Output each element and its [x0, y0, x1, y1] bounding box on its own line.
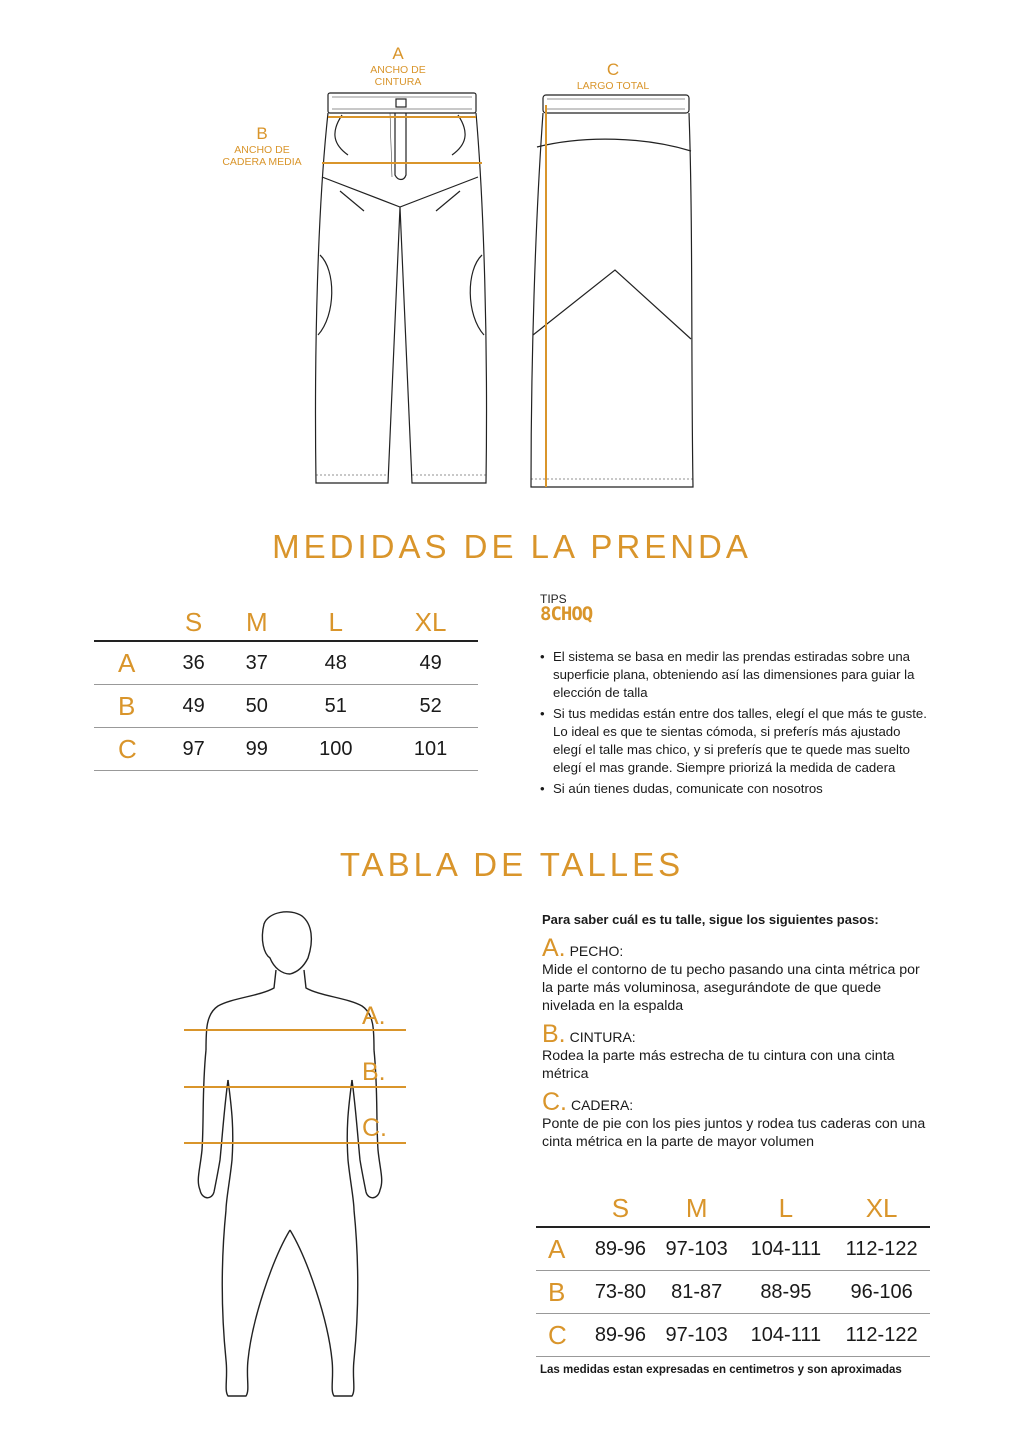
- list-item: • Si aún tienes dudas, comunicate con nosotros: [540, 781, 823, 796]
- table-cell: 101: [383, 728, 478, 771]
- size-header: XL: [833, 1184, 930, 1227]
- table-cell: 49: [383, 641, 478, 685]
- size-header: S: [162, 598, 225, 641]
- measurement-note: Las medidas estan expresadas en centimetros y son aproximadas: [540, 1364, 902, 1376]
- step-chest: A. PECHO: Mide el contorno de tu pecho pasando una cinta métrica por la parte más voluminosa, asegurándote de que quede nivelada en la espalda: [542, 934, 920, 1014]
- table-cell: 89-96: [586, 1227, 655, 1271]
- table-row: [536, 1314, 930, 1357]
- table-cell: 81-87: [655, 1271, 739, 1314]
- garment-measurements-title: MEDIDAS DE LA PRENDA: [272, 528, 752, 565]
- body-label-a: A.: [362, 1002, 386, 1030]
- table-row: [94, 641, 478, 685]
- table-cell: 89-96: [586, 1314, 655, 1357]
- table-cell: 112-122: [833, 1227, 930, 1271]
- size-header: L: [739, 1184, 834, 1227]
- row-label: A: [536, 1227, 586, 1271]
- table-row: [94, 685, 478, 728]
- human-body-outline: [180, 910, 410, 1410]
- garment-size-table: [94, 598, 478, 771]
- tips-list: [540, 648, 930, 801]
- table-cell: 37: [225, 641, 288, 685]
- size-chart-title: TABLA DE TALLES: [339, 846, 685, 883]
- table-row: [94, 728, 478, 771]
- table-cell: 48: [288, 641, 383, 685]
- table-cell: 97-103: [655, 1227, 739, 1271]
- row-label: B: [536, 1271, 586, 1314]
- row-label: A: [94, 641, 162, 685]
- step-hip: C. CADERA: Ponte de pie con los pies juntos y rodea tus caderas con una cinta métrica en la parte de mayor volumen: [542, 1088, 926, 1150]
- row-label: C: [94, 728, 162, 771]
- table-cell: 73-80: [586, 1271, 655, 1314]
- table-cell: 88-95: [739, 1271, 834, 1314]
- size-header: M: [655, 1184, 739, 1227]
- table-cell: 96-106: [833, 1271, 930, 1314]
- table-cell: 49: [162, 685, 225, 728]
- pants-front-illustration: [300, 85, 500, 495]
- row-label: C: [536, 1314, 586, 1357]
- table-cell: 99: [225, 728, 288, 771]
- row-label: B: [94, 685, 162, 728]
- table-cell: 52: [383, 685, 478, 728]
- list-item: • El sistema se basa en medir las prendas estiradas sobre una superficie plana, obteniendo así las dimensiones para guiar la elección de talla: [540, 649, 915, 700]
- table-cell: 50: [225, 685, 288, 728]
- label-c-total-length: C LARGO TOTAL: [576, 60, 650, 92]
- table-cell: 100: [288, 728, 383, 771]
- list-item: • Si tus medidas están entre dos talles, elegí el que más te guste. Lo ideal es que te sientas cómoda, si preferís más ajustado elegí el talle mas chico, y si preferís que te quede mas suelto elegí el mas grande. Siempre priorizá la medida de cadera: [540, 706, 927, 775]
- table-row: [536, 1271, 930, 1314]
- table-header-row: [536, 1184, 930, 1227]
- table-cell: 97: [162, 728, 225, 771]
- tips-brand-logo: TIPS 8CHOQ: [540, 592, 593, 625]
- size-header: S: [586, 1184, 655, 1227]
- step-waist: B. CINTURA: Rodea la parte más estrecha de tu cintura con una cinta métrica: [542, 1020, 895, 1082]
- table-header-row: [94, 598, 478, 641]
- body-label-c: C.: [362, 1114, 387, 1142]
- pants-side-illustration: [525, 85, 705, 495]
- table-cell: 36: [162, 641, 225, 685]
- body-size-table: [536, 1184, 930, 1357]
- size-header: XL: [383, 598, 478, 641]
- label-b-hip-width: B ANCHO DE CADERA MEDIA: [222, 124, 302, 168]
- size-header: M: [225, 598, 288, 641]
- label-a-waist-width: A ANCHO DE CINTURA: [370, 44, 426, 88]
- table-cell: 51: [288, 685, 383, 728]
- size-header: L: [288, 598, 383, 641]
- table-cell: 104-111: [739, 1314, 834, 1357]
- body-label-b: B.: [362, 1058, 386, 1086]
- measuring-steps: [542, 911, 932, 1161]
- table-row: [536, 1227, 930, 1271]
- steps-intro: Para saber cuál es tu talle, sigue los siguientes pasos:: [542, 912, 879, 927]
- table-cell: 97-103: [655, 1314, 739, 1357]
- table-cell: 112-122: [833, 1314, 930, 1357]
- table-cell: 104-111: [739, 1227, 834, 1271]
